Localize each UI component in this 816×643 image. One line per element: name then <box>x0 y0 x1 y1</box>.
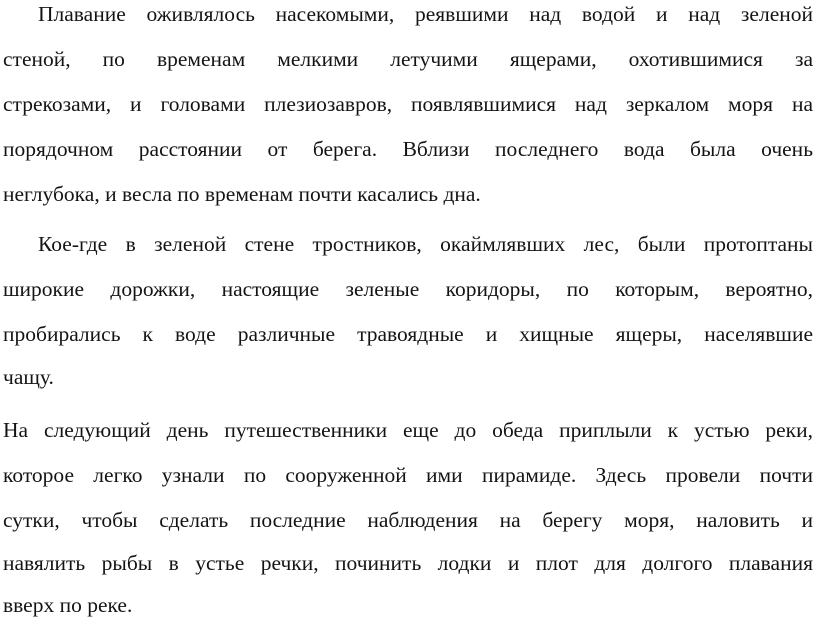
paragraph-line: которое легко узнали по сооруженной ими пирамиде. Здесь провели почти <box>3 463 813 487</box>
paragraph-line: пробирались к воде различные травоядные и хищные ящеры, населявшие <box>3 322 813 346</box>
paragraph-line: широкие дорожки, настоящие зеленые коридоры, по которым, вероятно, <box>3 277 813 301</box>
paragraph-line: стеной, по временам мелкими летучими ящерами, охотившимися за <box>3 47 813 71</box>
document-page <box>3 0 813 643</box>
paragraph-line: Плавание оживлялось насекомыми, реявшими над водой и над зеленой <box>38 2 813 26</box>
paragraph-line: порядочном расстоянии от берега. Вблизи последнего вода была очень <box>3 137 813 161</box>
paragraph-line: неглубока, и весла по временам почти касались дна. <box>3 182 481 206</box>
paragraph-line: стрекозами, и головами плезиозавров, появлявшимися над зеркалом моря на <box>3 92 813 116</box>
paragraph-line: Кое-где в зеленой стене тростников, окаймлявших лес, были протоптаны <box>38 232 813 256</box>
paragraph-line: сутки, чтобы сделать последние наблюдения на берегу моря, наловить и <box>3 508 813 532</box>
paragraph-line: На следующий день путешественники еще до обеда приплыли к устью реки, <box>3 418 813 442</box>
paragraph-line: навялить рыбы в устье речки, починить лодки и плот для долгого плавания <box>3 551 813 575</box>
paragraph-line: вверх по реке. <box>3 593 133 617</box>
paragraph-line: чащу. <box>3 365 54 389</box>
